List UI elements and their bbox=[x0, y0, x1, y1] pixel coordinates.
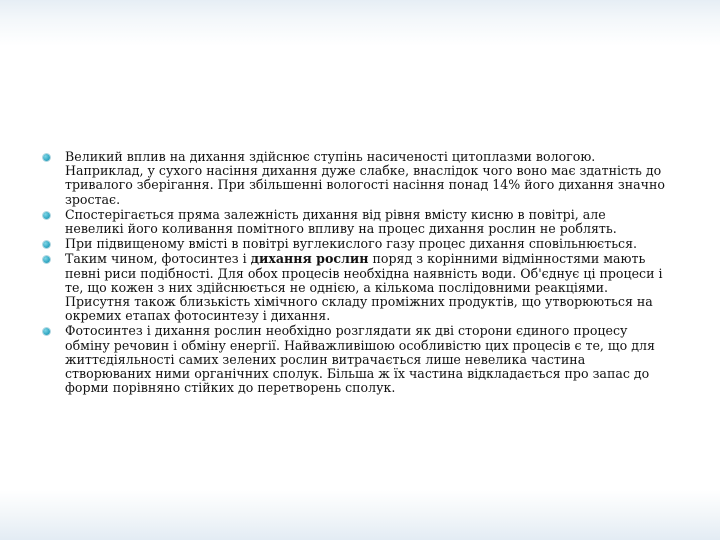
bullet-text: Таким чином, фотосинтез і bbox=[65, 251, 251, 267]
bottom-gradient-band bbox=[0, 490, 720, 540]
bullet-text-bold: дихання рослин bbox=[250, 251, 369, 267]
round-bullet-icon bbox=[43, 256, 50, 263]
round-bullet-icon bbox=[43, 154, 50, 161]
bullet-item bbox=[42, 237, 666, 251]
bullet-list bbox=[42, 150, 666, 395]
bullet-text: Великий вплив на дихання здійснює ступінь насиченості цитоплазми вологою. Наприклад, у сухого насіння дихання дуже слабке, внаслідок чого воно має здатність до тривалого зберігання. При збільшенні вологості насіння понад 14% його дихання значно зростає. bbox=[65, 149, 665, 207]
slide-body bbox=[42, 150, 666, 396]
bullet-text: При підвищеному вмісті в повітрі вуглекислого газу процес дихання сповільнюється. bbox=[65, 236, 638, 252]
round-bullet-icon bbox=[43, 212, 50, 219]
round-bullet-icon bbox=[43, 241, 50, 248]
bullet-text: поряд з корінними відмінностями мають певні риси подібності. Для обох процесів необхідна наявність води. Об'єднує ці процеси і те, що кожен з них здійснюється не однією, а кількома послідовними реакціями. Присутня також близькість хімічного складу проміжних продуктів, що утворюються на окремих етапах фотосинтезу і дихання. bbox=[65, 251, 663, 324]
bullet-item bbox=[42, 150, 666, 207]
bullet-text: Фотосинтез і дихання рослин необхідно розглядати як дві сторони єдиного процесу обміну речовин і обміну енергії. Найважливішою особливістю цих процесів є те, що для життєдіяльності самих зелених рослин витрачається лише невелика частина створюваних ними органічних сполук. Більша ж їх частина відкладається про запас до форми порівняно стійких до перетворень сполук. bbox=[65, 323, 655, 396]
top-gradient-band bbox=[0, 0, 720, 46]
round-bullet-icon bbox=[43, 328, 50, 335]
bullet-item bbox=[42, 208, 666, 236]
bullet-item bbox=[42, 252, 666, 323]
bullet-item bbox=[42, 324, 666, 395]
bullet-text: Спостерігається пряма залежність дихання від рівня вмісту кисню в повітрі, але невеликі його коливання помітного впливу на процес дихання рослин не роблять. bbox=[65, 206, 617, 237]
